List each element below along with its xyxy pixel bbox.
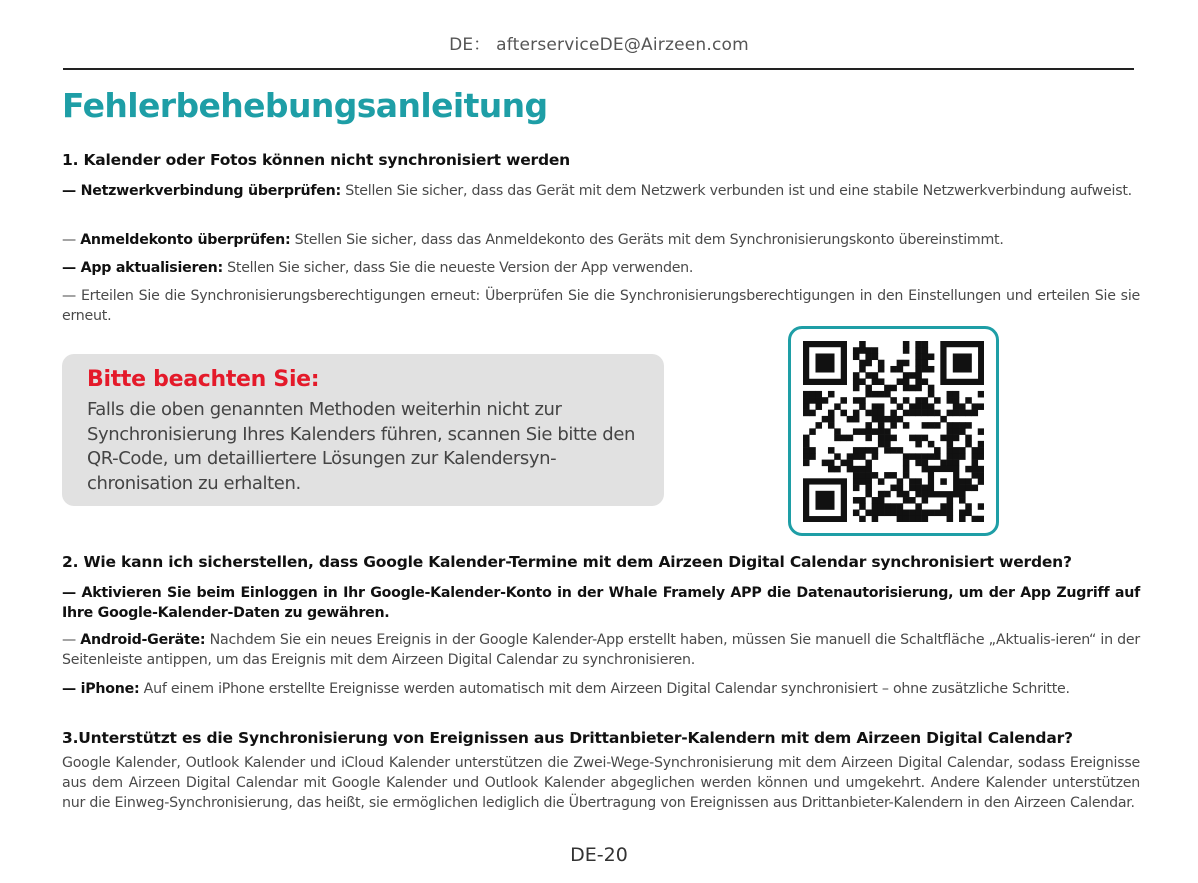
page-title: Fehlerbehebungsanleitung [62,86,548,125]
note-title: Bitte beachten Sie: [87,367,320,392]
header-email: DE： afterserviceDE@Airzeen.com [449,35,749,55]
section1-item-account-prefix: — [62,232,81,248]
section1-item-permissions: — Erteilen Sie die Synchronisierungsberechtigungen erneut: Überprüfen Sie die Synchronisierungsberechtigungen in den Einstellungen und erteilen Sie sie erneut. [62,288,1140,324]
section2-heading: 2. Wie kann ich sicherstellen, dass Google Kalender-Termine mit dem Airzeen Digital Calendar synchronisiert werden? [62,553,1072,571]
section2-item-android-text: Nachdem Sie ein neues Ereignis in der Google Kalender-App erstellt haben, müssen Sie manuell die Schaltfläche „Aktualis-ieren“ in der Seitenleiste antippen, um das Ereignis mit dem Airzeen Digital Calendar zu synchronisieren. [62,632,1140,668]
section1-item-network [62,181,1140,201]
section1-item-account-lead: Anmeldekonto überprüfen: [80,232,291,248]
section2-item-android-prefix: — [62,632,81,648]
section2-item-android-lead: Android-Geräte: [80,632,206,648]
section2-item-iphone-lead: — iPhone: [62,681,140,697]
section2-item-iphone-text: Auf einem iPhone erstellte Ereignisse werden automatisch mit dem Airzeen Digital Calendar synchronisiert – ohne zusätzliche Schritte. [139,681,1070,697]
section1-item-network-text: Stellen Sie sicher, dass das Gerät mit dem Netzwerk verbunden ist und eine stabile Netzwerkverbindung aufweist. [340,183,1132,199]
page-number: DE-20 [570,844,628,866]
section1-item-account [62,230,1140,250]
header-divider [63,68,1134,70]
section1-heading: 1. Kalender oder Fotos können nicht synchronisiert werden [62,151,571,169]
section2-item-authorize: — Aktivieren Sie beim Einloggen in Ihr Google-Kalender-Konto in der Whale Framely APP die Datenautorisierung, um der App Zugriff auf Ihre Google-Kalender-Daten zu gewähren. [62,585,1140,621]
section1-item-update-lead: — App aktualisieren: [62,260,223,276]
note-body: Falls die oben genannten Methoden weiterhin nicht zur Synchronisierung Ihres Kalenders führen, scannen Sie bitte den QR-Code, um detailliertere Lösungen zur Kalendersyn-chronisation zu erhalten. [87,399,636,494]
qr-code-icon[interactable] [803,341,984,522]
section1-item-account-text: Stellen Sie sicher, dass das Anmeldekonto des Geräts mit dem Synchronisierungskonto übereinstimmt. [290,232,1004,248]
section1-item-update-text: Stellen Sie sicher, dass Sie die neueste Version der App verwenden. [222,260,694,276]
section2-item-iphone [62,679,1140,699]
section2-item-android [62,630,1140,670]
section3-body: Google Kalender, Outlook Kalender und iCloud Kalender unterstützen die Zwei-Wege-Synchronisierung mit dem Airzeen Digital Calendar, sodass Ereignisse aus dem Airzeen Digital Calendar mit Google Kalender und Outlook Kalender abgeglichen werden können und umgekehrt. Andere Kalender unterstützen nur die Einweg-Synchronisierung, das heißt, sie ermöglichen lediglich die Übertragung von Ereignissen aus Drittanbieter-Kalendern in den Airzeen Calendar. [62,755,1140,811]
section1-item-network-lead: — Netzwerkverbindung überprüfen: [62,183,341,199]
section1-item-update [62,258,1140,278]
section3-heading: 3.Unterstützt es die Synchronisierung von Ereignissen aus Drittanbieter-Kalendern mit dem Airzeen Digital Calendar? [62,729,1073,747]
